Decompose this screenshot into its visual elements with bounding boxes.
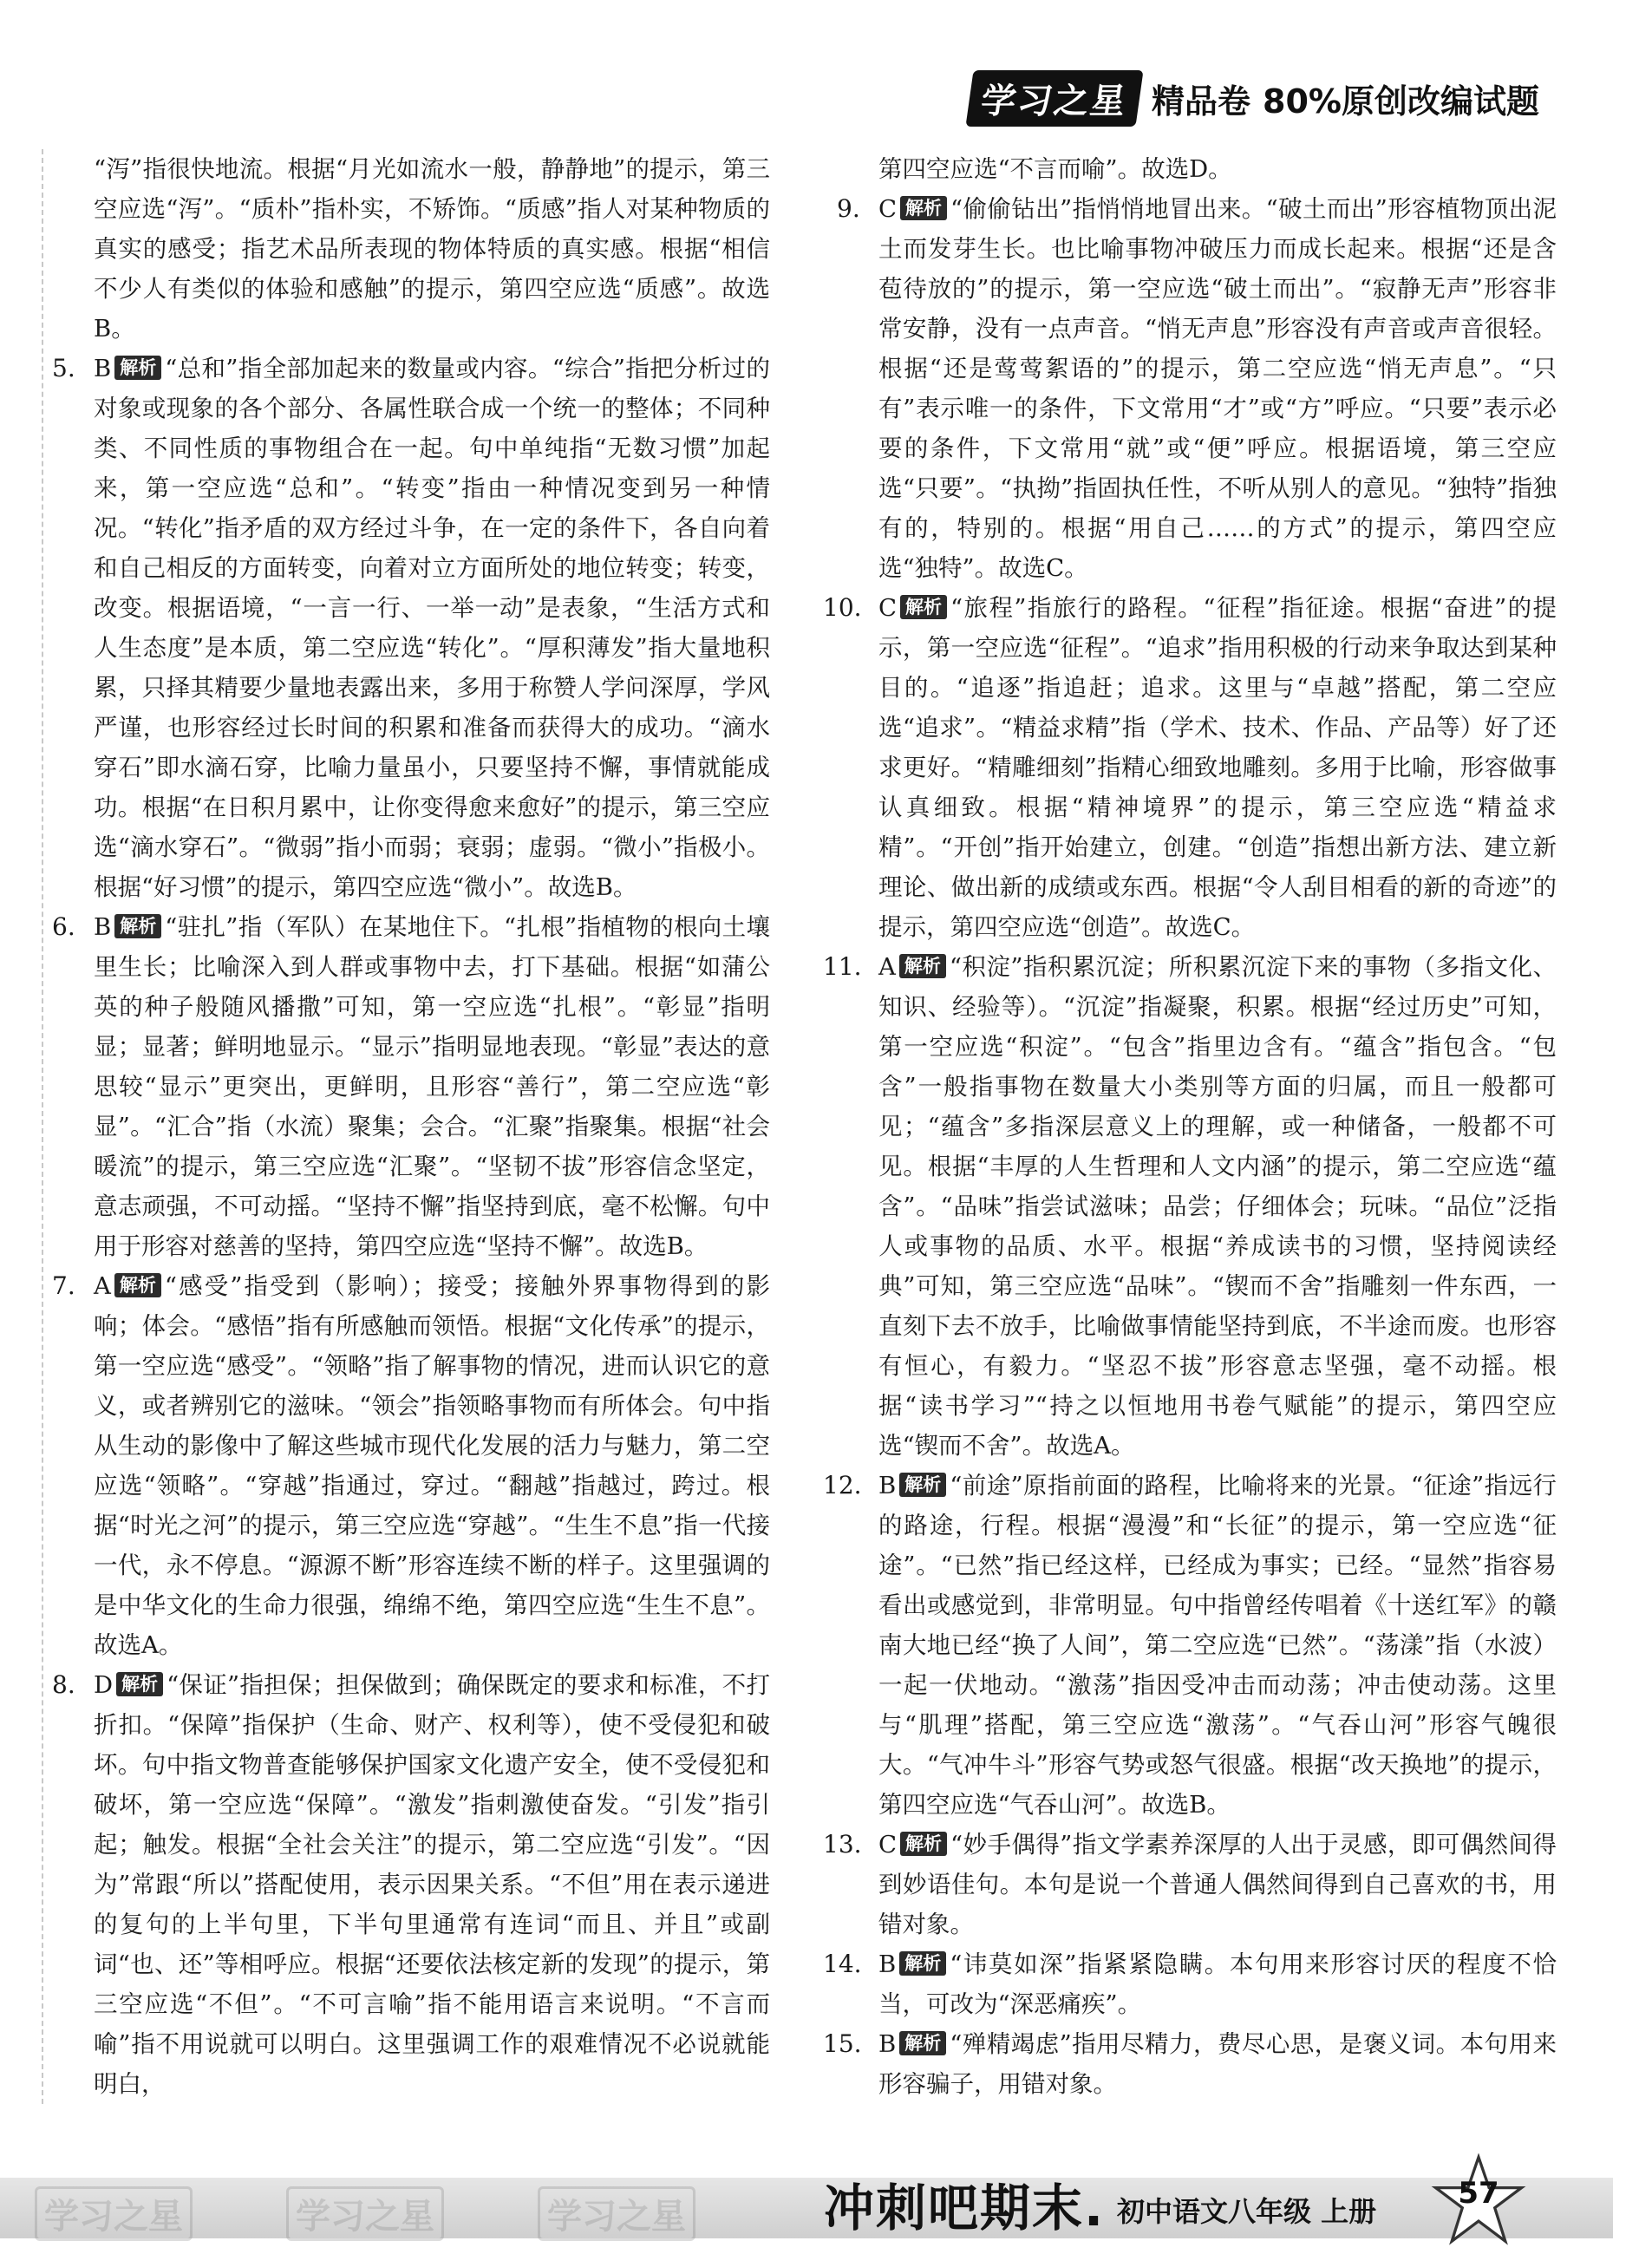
analysis-badge: 解析 — [114, 356, 161, 380]
analysis-text: “妙手偶得”指文学素养深厚的人出于灵感，即可偶然间得到妙语佳句。本句是说一个普通人偶然间得到自己喜欢的书，用错对象。 — [878, 1831, 1557, 1938]
answer-letter: B — [94, 355, 112, 382]
brand-logo: 学习之星 — [965, 70, 1143, 127]
answer-letter: B — [878, 1472, 897, 1499]
question-number: 6. — [52, 912, 75, 941]
analysis-badge: 解析 — [900, 595, 947, 619]
page-number: 57 — [1458, 2176, 1499, 2211]
analysis-badge: 解析 — [899, 2031, 946, 2055]
analysis-text: “讳莫如深”指紧紧隐瞒。本句用来形容讨厌的程度不恰当，可改为“深恶痛疾”。 — [878, 1950, 1557, 2018]
header-subtitle: 80%原创改编试题 — [1263, 82, 1539, 121]
answer-entry — [52, 907, 770, 1266]
footer-title-dot: . — [1084, 2179, 1106, 2238]
answer-letter: B — [878, 1950, 897, 1978]
answer-entry — [837, 149, 1557, 189]
question-number: 5. — [52, 354, 75, 382]
answer-entry — [823, 947, 1557, 1466]
left-column — [42, 149, 770, 2104]
header-title: 精品卷 — [1152, 82, 1251, 121]
analysis-text: “积淀”指积累沉淀；所积累沉淀下来的事物（多指文化、知识、经验等）。“沉淀”指凝聚，积累。根据“经过历史”可知，第一空应选“积淀”。“包含”指里边含有。“蕴含”指包含。“包含”一般指事物在数量大小类别等方面的归属，而且一般都可见；“蕴含”多指深层意义上的理解，或一种储备，一般都不可见。根据“丰厚的人生哲理和人文内涵”的提示，第二空应选“蕴含”。“品味”指尝试滋味；品尝；仔细体会；玩味。“品位”泛指人或事物的品质、水平。根据“养成读书的习惯，坚持阅读经典”可知，第三空应选“品味”。“锲而不舍”指雕刻一件东西，一直刻下去不放手，比喻做事情能坚持到底，不半途而废。也形容有恒心，有毅力。“坚忍不拔”形容意志坚强，毫不动摇。根据“读书学习”“持之以恒地用书卷气赋能”的提示，第四空应选“锲而不舍”。故选A。 — [878, 953, 1557, 1460]
analysis-text: “感受”指受到（影响）；接受；接触外界事物得到的影响；体会。“感悟”指有所感触而领悟。根据“文化传承”的提示，第一空应选“感受”。“领略”指了解事物的情况，进而认识它的意义，或者辨别它的滋味。“领会”指领略事物而有所体会。句中指从生动的影像中了解这些城市现代化发展的活力与魅力，第二空应选“领略”。“穿越”指通过，穿过。“翻越”指越过，跨过。根据“时光之河”的提示，第三空应选“穿越”。“生生不息”指一代接一代，永不停息。“源源不断”形容连续不断的样子。这里强调的是中华文化的生命力很强，绵绵不绝，第四空应选“生生不息”。故选A。 — [94, 1272, 770, 1659]
answer-entry — [823, 588, 1557, 947]
answer-entry — [52, 1266, 770, 1665]
question-number: 15. — [823, 2029, 862, 2058]
analysis-badge: 解析 — [116, 1672, 163, 1696]
answer-entry — [823, 1944, 1557, 2024]
analysis-badge: 解析 — [114, 1273, 161, 1297]
answer-letter: C — [878, 1831, 898, 1859]
analysis-badge: 解析 — [899, 1473, 946, 1497]
answer-letter: A — [878, 953, 896, 981]
right-column — [823, 149, 1557, 2104]
footer-watermark: 学习之星 — [538, 2186, 695, 2241]
page-header — [970, 68, 1539, 128]
question-number: 11. — [823, 952, 862, 981]
answer-letter: D — [94, 1671, 114, 1699]
answer-letter: C — [878, 195, 898, 223]
question-number: 12. — [823, 1471, 862, 1499]
analysis-text: “旅程”指旅行的路程。“征程”指征途。根据“奋进”的提示，第一空应选“征程”。“追求”指用积极的行动来争取达到某种目的。“追逐”指追赶；追求。这里与“卓越”搭配，第二空应选“追求”。“精益求精”指（学术、技术、作品、产品等）好了还求更好。“精雕细刻”指精心细致地雕刻。多用于比喻，形容做事认真细致。根据“精神境界”的提示，第三空应选“精益求精”。“开创”指开始建立，创建。“创造”指想出新方法、建立新理论、做出新的成绩或东西。根据“令人刮目相看的新的奇迹”的提示，第四空应选“创造”。故选C。 — [878, 594, 1557, 941]
question-number: 14. — [823, 1950, 862, 1978]
footer-watermark: 学习之星 — [286, 2186, 444, 2241]
analysis-badge: 解析 — [899, 1951, 946, 1976]
analysis-badge: 解析 — [900, 1832, 947, 1856]
analysis-text: “殚精竭虑”指用尽精力，费尽心思，是褒义词。本句用来形容骗子，用错对象。 — [878, 2030, 1557, 2098]
question-number: 13. — [823, 1830, 862, 1859]
answer-letter: A — [94, 1272, 111, 1300]
question-number: 10. — [823, 593, 862, 622]
answer-letter: B — [878, 2030, 897, 2058]
page-footer — [0, 2133, 1652, 2254]
answer-entry — [837, 189, 1557, 588]
answer-entry — [52, 149, 770, 349]
answer-entry — [823, 2024, 1557, 2104]
question-number: 9. — [837, 194, 860, 223]
analysis-text: “前途”原指前面的路程，比喻将来的光景。“征途”指远行的路途，行程。根据“漫漫”和“长征”的提示，第一空应选“征途”。“已然”指已经这样，已经成为事实；已经。“显然”指容易看出或感觉到，非常明显。句中指曾经传唱着《十送红军》的赣南大地已经“换了人间”，第二空应选“已然”。“荡漾”指（水波）一起一伏地动。“激荡”指因受冲击而动荡；冲击使动荡。这里与“肌理”搭配，第三空应选“激荡”。“气吞山河”形容气魄很大。“气冲牛斗”形容气势或怒气很盛。根据“改天换地”的提示，第四空应选“气吞山河”。故选B。 — [878, 1472, 1557, 1819]
analysis-badge: 解析 — [899, 954, 946, 978]
answer-letter: C — [878, 594, 898, 622]
analysis-text: “泻”指很快地流。根据“月光如流水一般，静静地”的提示，第三空应选“泻”。“质朴”指朴实，不矫饰。“质感”指人对某种物质的真实的感受；指艺术品所表现的物体特质的真实感。根据“相信不少人有类似的体验和感触”的提示，第四空应选“质感”。故选B。 — [94, 155, 770, 343]
question-number: 8. — [52, 1670, 75, 1699]
answer-entry — [823, 1466, 1557, 1825]
analysis-badge: 解析 — [900, 196, 947, 220]
answer-letter: B — [94, 913, 112, 941]
footer-title-text: 冲刺吧期末 — [824, 2179, 1085, 2238]
footer-watermark: 学习之星 — [35, 2186, 193, 2241]
footer-title — [824, 2167, 1105, 2240]
analysis-text: “总和”指全部加起来的数量或内容。“综合”指把分析过的对象或现象的各个部分、各属性联合成一个统一的整体；不同种类、不同性质的事物组合在一起。句中单纯指“无数习惯”加起来，第一空应选“总和”。“转变”指由一种情况变到另一种情况。“转化”指矛盾的双方经过斗争，在一定的条件下，各自向着和自己相反的方面转变，向着对立方面所处的地位转变；转变，改变。根据语境，“一言一行、一举一动”是表象，“生活方式和人生态度”是本质，第二空应选“转化”。“厚积薄发”指大量地积累，只择其精要少量地表露出来，多用于称赞人学问深厚，学风严谨，也形容经过长时间的积累和准备而获得大的成功。“滴水穿石”即水滴石穿，比喻力量虽小，只要坚持不懈，事情就能成功。根据“在日积月累中，让你变得愈来愈好”的提示，第三空应选“滴水穿石”。“微弱”指小而弱；衰弱；虚弱。“微小”指极小。根据“好习惯”的提示，第四空应选“微小”。故选B。 — [94, 355, 770, 901]
answer-entry — [823, 1825, 1557, 1944]
answer-entry — [52, 1665, 770, 2104]
answer-entry — [52, 349, 770, 907]
footer-subtitle: 初中语文八年级 上册 — [1117, 2195, 1377, 2228]
analysis-text: “保证”指担保；担保做到；确保既定的要求和标准，不打折扣。“保障”指保护（生命、财产、权利等），使不受侵犯和破坏。句中指文物普查能够保护国家文化遗产安全，使不受侵犯和破坏，第一空应选“保障”。“激发”指刺激使奋发。“引发”指引起；触发。根据“全社会关注”的提示，第二空应选“引发”。“因为”常跟“所以”搭配使用，表示因果关系。“不但”用在表示递进的复句的上半句里，下半句里通常有连词“而且、并且”或副词“也、还”等相呼应。根据“还要依法核定新的发现”的提示，第三空应选“不但”。“不可言喻”指不能用语言来说明。“不言而喻”指不用说就可以明白。这里强调工作的艰难情况不必说就能明白， — [94, 1671, 770, 2098]
analysis-text: 第四空应选“不言而喻”。故选D。 — [878, 155, 1232, 183]
analysis-text: “驻扎”指（军队）在某地住下。“扎根”指植物的根向土壤里生长；比喻深入到人群或事物中去，打下基础。根据“如蒲公英的种子般随风播撒”可知，第一空应选“扎根”。“彰显”指明显；显著；鲜明地显示。“显示”指明显地表现。“彰显”表达的意思较“显示”更突出，更鲜明，且形容“善行”，第二空应选“彰显”。“汇合”指（水流）聚集；会合。“汇聚”指聚集。根据“社会暖流”的提示，第三空应选“汇聚”。“坚韧不拔”形容信念坚定，意志顽强，不可动摇。“坚持不懈”指坚持到底，毫不松懈。句中用于形容对慈善的坚持，第四空应选“坚持不懈”。故选B。 — [94, 913, 770, 1260]
analysis-text: “偷偷钻出”指悄悄地冒出来。“破土而出”形容植物顶出泥土而发芽生长。也比喻事物冲破压力而成长起来。根据“还是含苞待放的”的提示，第一空应选“破土而出”。“寂静无声”形容非常安静，没有一点声音。“悄无声息”形容没有声音或声音很轻。根据“还是莺莺絮语的”的提示，第二空应选“悄无声息”。“只有”表示唯一的条件，下文常用“才”或“方”呼应。“只要”表示必要的条件，下文常用“就”或“便”呼应。根据语境，第三空应选“只要”。“执拗”指固执任性，不听从别人的意见。“独特”指独有的，特别的。根据“用自己……的方式”的提示，第四空应选“独特”。故选C。 — [878, 195, 1557, 582]
analysis-badge: 解析 — [114, 914, 161, 938]
question-number: 7. — [52, 1271, 75, 1300]
